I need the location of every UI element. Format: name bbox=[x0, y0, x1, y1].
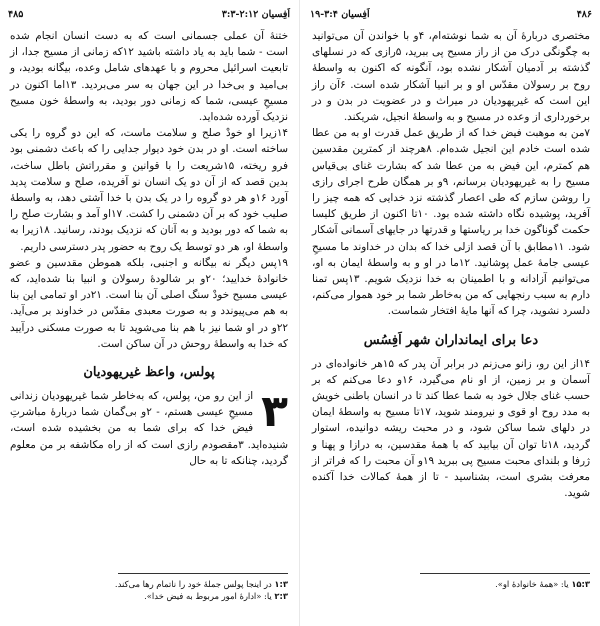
left-page-body bbox=[10, 28, 288, 469]
left-page bbox=[0, 0, 298, 626]
left-paragraph-2: ۱۴زیرا او خودْ صلح و سلامت ماست، که این دو گروه را یکی ساخته است. او در بدن خود دیوار جدایی را که باعث دشمنی بود فرو ریخته، ۱۵شریعت را با قوانین و مقرراتش باطل ساخت، بدین قصد که از آن دو یک انسان نو آفریده، صلح و سلامت پدید آورد ۱۶و هر دو گروه را در یک بدن با خدا آشتی دهد، به واسطهٔ صلیب خود که بر آن دشمنی را کشت. ۱۷او آمد و بشارت صلح را به شما که دور بودید و به آنان که نزدیک بودند، رسانید. ۱۸زیرا به واسطهٔ او، هر دو توسط یک روح به حضور پدر دسترسی داریم. bbox=[10, 127, 289, 253]
gutter-divider bbox=[299, 0, 300, 626]
left-paragraph-1: ختنهٔ آن عملی جسمانی است که به دست انسان انجام شده است - شما باید به یاد داشته باشید ۱۲که زمانی از مسیح جدا، از تابعیت اسرائیل محروم و با عهدهای شامل وعده، بیگانه بودید، و بی‌امید و بی‌خدا در این جهان به سر می‌بردید. ۱۳اما اکنون در مسیحِ عیسی، شما که زمانی دور بودید، به واسطهٔ خون مسیح نزدیک آورده شده‌اید. bbox=[10, 30, 288, 124]
footnote-rule bbox=[420, 573, 590, 574]
footnote-text: در اینجا پولس جملهٔ خود را ناتمام رها می‌کند. bbox=[114, 579, 272, 589]
left-paragraph-3: ۱۹پس دیگر نه بیگانه و اجنبی، بلکه هموطن مقدسین و عضو خانوادهٔ خدایید؛ ۲۰و بر شالودهٔ رسولان و انبیا بنا شده‌اید، که عیسی مسیح خودْ سنگ اصلی آن بنا است. ۲۱در او تمامی این بنا به هم می‌پیوندد و به صورت معبدی مقدّس در خداوند بر می‌آید. ۲۲و در او شما نیز با هم بنا می‌شوید تا به صورت مسکنی درآیید که خدا به واسطهٔ روحش در آن ساکن است. bbox=[10, 256, 288, 350]
right-running-head: اَفِسیان ۳:۴-۱۹ bbox=[310, 9, 370, 20]
chapter-number: ۳ bbox=[261, 386, 288, 438]
right-footnotes bbox=[312, 578, 590, 590]
left-page-header bbox=[8, 9, 290, 23]
footnote bbox=[10, 578, 288, 590]
footnote-text: یا: «ادارهٔ امور مربوط به فیض خدا». bbox=[144, 591, 272, 601]
section-heading-paul: پولس، واعظ غیریهودیان bbox=[83, 365, 215, 381]
left-running-head: اَفِسیان ۲:۱۲-۳:۳ bbox=[221, 9, 290, 20]
footnote bbox=[312, 578, 590, 590]
footnote-rule bbox=[118, 573, 288, 574]
right-page bbox=[302, 0, 600, 626]
footnote-text: یا: «همهٔ خانوادهٔ او». bbox=[495, 579, 569, 589]
right-page-number: ۴۸۶ bbox=[576, 9, 592, 20]
right-paragraph-3: ۱۴از این رو، زانو می‌زنم در برابر آن پدر که ۱۵هر خانواده‌ای در آسمان و بر زمین، از او نام می‌گیرد، ۱۶و دعا می‌کنم که بر حسب غنای جلال خود به شما عطا کند تا در انسان باطنی خویش به مدد روح او قوی و نیرومند شوید، ۱۷تا مسیح به واسطهٔ ایمان در دلهای شما ساکن شود، و در محبت ریشه دوانیده، استوار گردید، ۱۸تا توان آن بیابید که با همهٔ مقدسین، به درازا و پهنا و ژرفا و بلندای محبت مسیح پی ببرید ۱۹و آن محبت را که فراتر از معرفت بشری است، بشناسید - تا از همهٔ کمالات خدا آکنده شوید. bbox=[312, 357, 591, 500]
footnote-ref: ۱۵:۳ bbox=[571, 579, 590, 589]
right-page-body bbox=[312, 28, 590, 501]
chapter-3-paragraph: از این رو من، پولس، که به‌خاطر شما غیریهودیان زندانی مسیحِ عیسی هستم، - ۲و بی‌گمان شما دربارهٔ مباشرتِ فیض خدا که برای شما به من بخشیده شده است، شنیده‌اید. ۳مقصودم رازی است که از راه مکاشفه بر من معلوم گردید، چنانکه تا به حال bbox=[10, 390, 289, 467]
right-paragraph-1: مختصری دربارهٔ آن به شما نوشته‌ام، ۴و با خواندن آن می‌توانید به چگونگی درک من از راز مسیح پی ببرید، ۵رازی که در نسلهای گذشته بر آدمیان آشکار نشده بود، آنگونه که اکنون به واسطهٔ روح بر رسولان مقدّس او و بر انبیا آشکار شده است. ۶آن راز این است که غیریهودیان در میراث و در عضویت در بدن و در برخورداری از وعده در مسیح و به واسطهٔ انجیل، شریکند. bbox=[312, 30, 590, 124]
right-page-header bbox=[310, 9, 592, 23]
footnote-ref: ۲:۳ bbox=[274, 591, 288, 601]
left-footnotes bbox=[10, 578, 288, 602]
footnote bbox=[10, 590, 288, 602]
right-paragraph-2: ۷من به موهبت فیض خدا که از طریق عمل قدرت او به من عطا شده است خادم این انجیل شده‌ام. ۸هرچند از کمترین مقدسین هم کمترم، این فیض به من عطا شد که بشارت غنای بی‌قیاس مسیح را به غیریهودیان برسانم، ۹و بر همگان طرح اجرای رازی را روشن سازم که طی اعصار گذشته نزد خدایی که همه چیز را آفرید، پوشیده نگاه داشته شده بود. ۱۰تا اکنون از طریق کلیسا حکمت گوناگون خدا بر ریاستها و قدرتها در جایهای آسمانی آشکار شود. ۱۱مطابق با آن قصد ازلی خدا که بدان در خداوند ما مسیحِ عیسی جامهٔ عمل پوشانید. ۱۲ما در او و به واسطهٔ ایمان به او، می‌توانیم آزادانه و با اطمینان به خدا نزدیک شویم. ۱۳پس تمنا دارم به سبب رنجهایی که من به‌خاطر شما بر خود هموار می‌کنم، دلسرد نشوید، چرا که آنها مایهٔ افتخار شماست. bbox=[312, 127, 590, 318]
footnote-ref: ۱:۳ bbox=[274, 579, 288, 589]
left-page-number: ۴۸۵ bbox=[8, 9, 24, 20]
section-heading-prayer: دعا برای ایمانداران شهر اَفِسُس bbox=[363, 332, 539, 348]
